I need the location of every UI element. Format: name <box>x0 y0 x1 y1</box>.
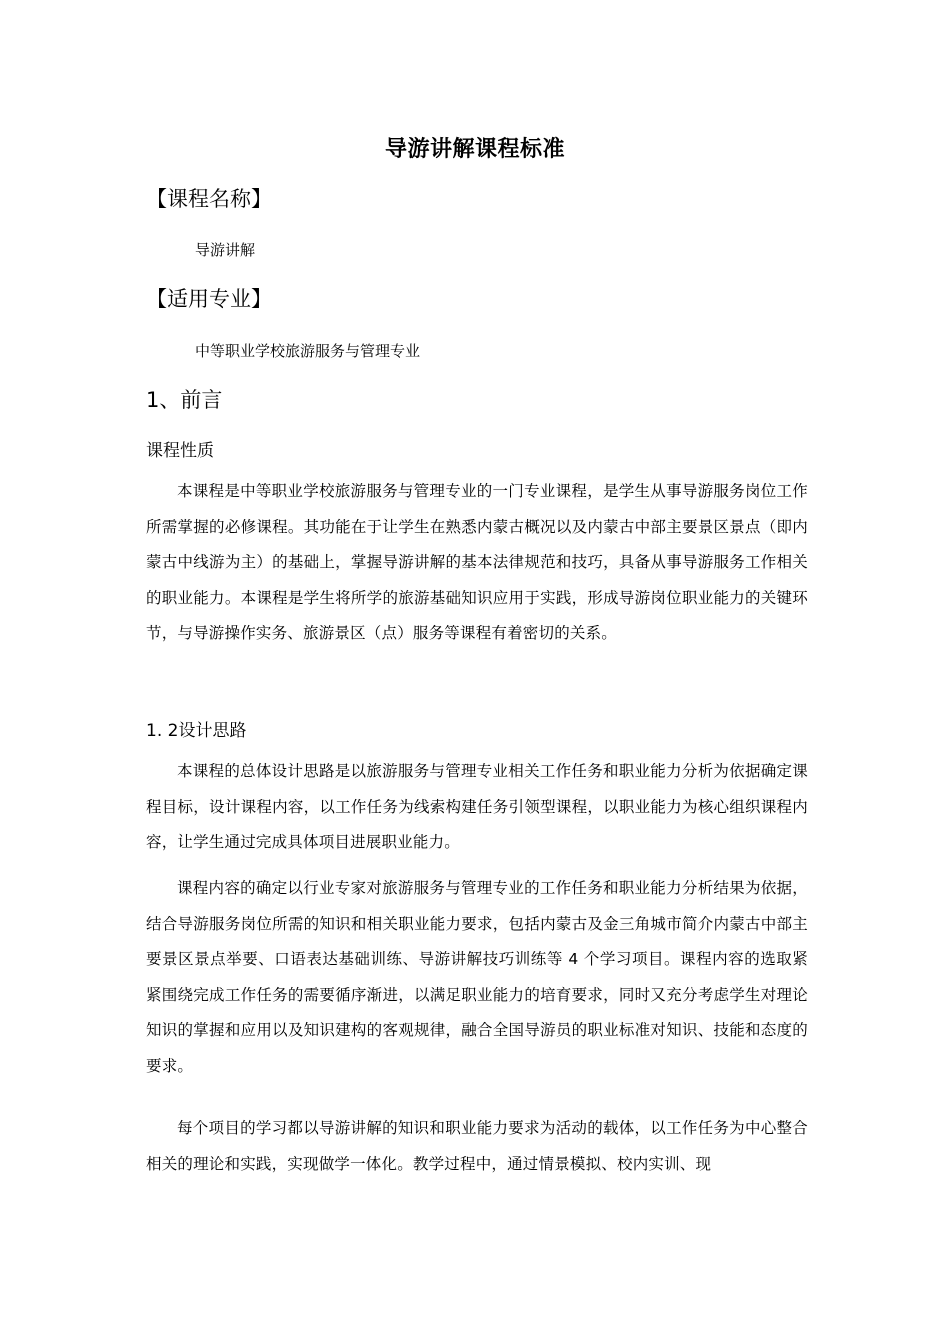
design-paragraph-3: 每个项目的学习都以导游讲解的知识和职业能力要求为活动的载体，以工作任务为中心整合相关的理论和实践，实现做学一体化。教学过程中，通过情景模拟、校内实训、现 <box>146 1119 808 1173</box>
document-title: 导游讲解课程标准 <box>384 137 565 162</box>
major-heading: 【适用专业】 <box>146 287 272 311</box>
section-1-heading: 1、前言 <box>146 388 223 412</box>
course-nature-paragraph: 本课程是中等职业学校旅游服务与管理专业的一门专业课程，是学生从事导游服务岗位工作所需掌握的必修课程。其功能在于让学生在熟悉内蒙古概况以及内蒙古中部主要景区景点（即内蒙古中线游为主）的基础上，掌握导游讲解的基本法律规范和技巧，具备从事导游服务工作相关的职业能力。本课程是学生将所学的旅游基础知识应用于实践，形成导游岗位职业能力的关键环节，与导游操作实务、旅游景区（点）服务等课程有着密切的关系。 <box>146 482 808 642</box>
course-name-value: 导游讲解 <box>195 241 256 259</box>
major-value: 中等职业学校旅游服务与管理专业 <box>195 342 421 360</box>
design-paragraph-1: 本课程的总体设计思路是以旅游服务与管理专业相关工作任务和职业能力分析为依据确定课程目标，设计课程内容，以工作任务为线索构建任务引领型课程，以职业能力为核心组织课程内容，让学生通过完成具体项目进展职业能力。 <box>146 762 808 851</box>
design-paragraph-2: 课程内容的确定以行业专家对旅游服务与管理专业的工作任务和职业能力分析结果为依据，结合导游服务岗位所需的知识和相关职业能力要求，包括内蒙古及金三角城市简介内蒙古中部主要景区景点举要、口语表达基础训练、导游讲解技巧训练等 4 个学习项目。课程内容的选取紧紧围绕完成工作任务的需要循序渐进，以满足职业能力的培育要求，同时又充分考虑学生对理论知识的掌握和应用以及知识建构的客观规律，融合全国导游员的职业标准对知识、技能和态度的要求。 <box>146 879 808 1075</box>
course-nature-heading: 课程性质 <box>146 441 214 461</box>
course-name-heading: 【课程名称】 <box>146 187 272 211</box>
section-1-2-heading: 1. 2设计思路 <box>146 721 247 741</box>
